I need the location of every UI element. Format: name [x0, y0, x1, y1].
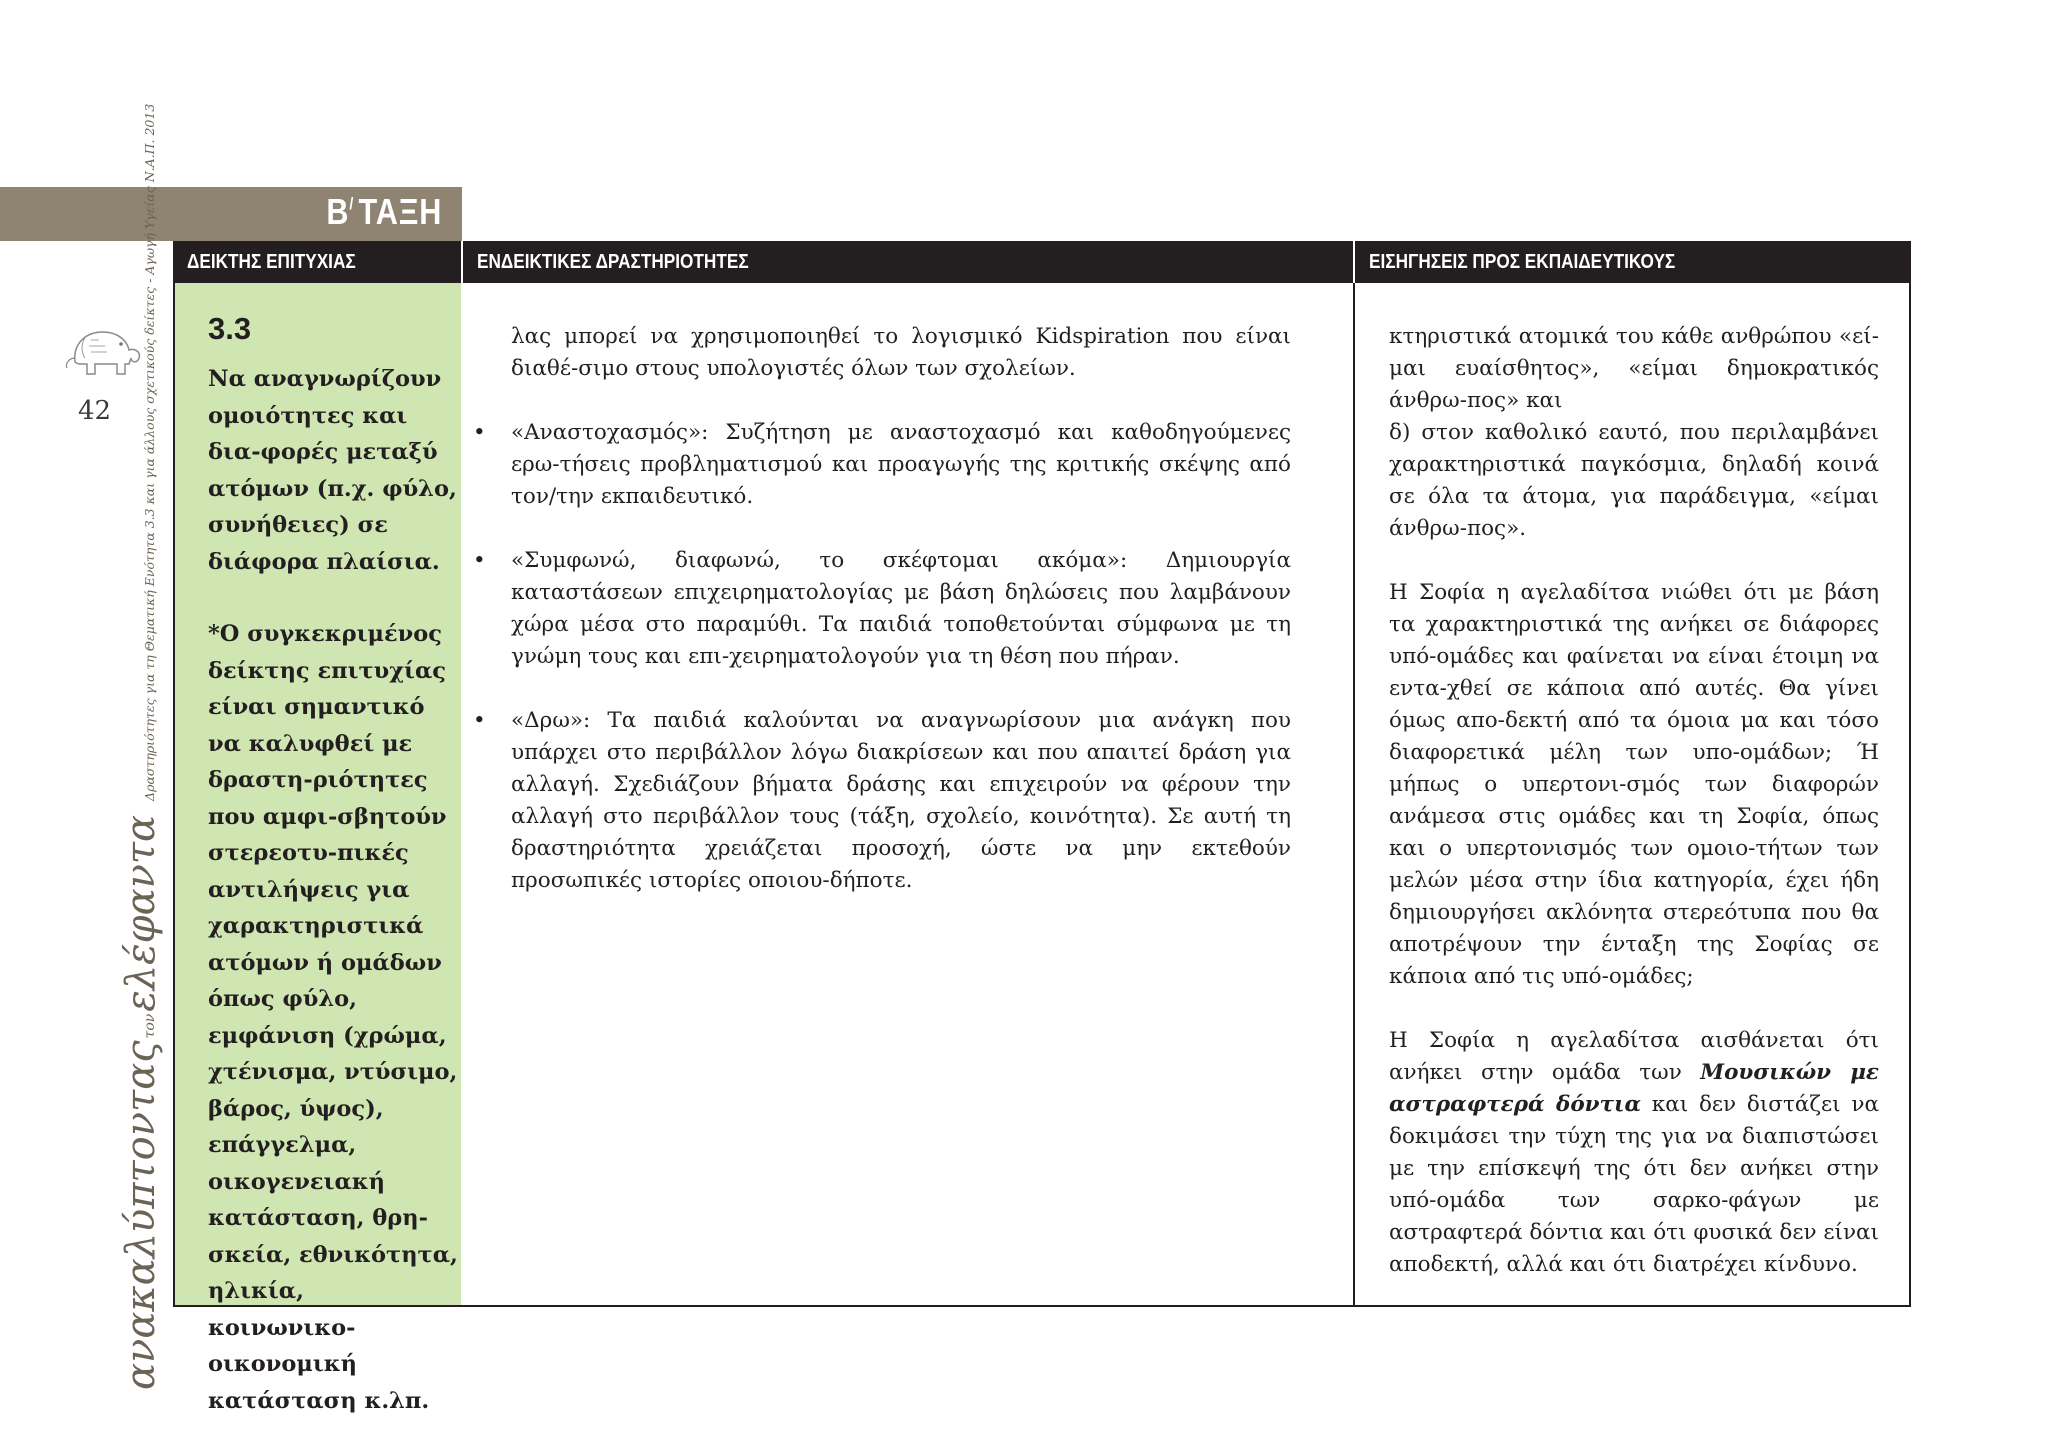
group-name: Μουσικών με αστραφτερά δόντια — [1389, 1060, 1880, 1117]
header-activities: ΕΝΔΕΙΚΤΙΚΕΣ ΔΡΑΣΤΗΡΙΟΤΗΤΕΣ — [463, 241, 1353, 283]
header-suggestions: ΕΙΣΗΓΗΣΕΙΣ ΠΡΟΣ ΕΚΠΑΙΔΕΥΤΙΚΟΥΣ — [1355, 241, 1911, 283]
indicator-number: 3.3 — [208, 311, 252, 346]
list-item: • «Αναστοχασμός»: Συζήτηση με αναστοχασμό και καθοδηγούμενες ερω-τήσεις προβληματισμού και προαγωγής της κριτικής σκέψης από τον/την εκπαιδευτικό. — [511, 417, 1291, 513]
indicator-description: Να αναγνωρίζουν ομοιότητες και δια-φορές μεταξύ ατόμων (π.χ. φύλο, συνήθειες) σε διάφορα πλαίσια. — [208, 366, 457, 575]
grade-banner — [0, 187, 462, 241]
suggestion-paragraph: κτηριστικά ατομικά του κάθε ανθρώπου «εί-μαι ευαίσθητος», «είμαι δημοκρατικός άνθρω-πος» και δ) στον καθολικό εαυτό, που περιλαμβάνει χαρακτηριστικά παγκόσμια, δηλαδή κοινά σε όλα τα άτομα, για παράδειγμα, «είμαι άνθρω-πος». — [1389, 324, 1879, 541]
grade-letter: Β — [326, 191, 350, 232]
side-branding — [118, 104, 164, 1390]
grade-label: Β/ ΤΑΞΗ — [326, 191, 442, 232]
activities-cell — [461, 283, 1355, 1307]
bullet-icon: • — [473, 548, 486, 573]
list-item: • «Δρω»: Τα παιδιά καλούνται να αναγνωρίσουν μια ανάγκη που υπάρχει στο περιβάλλον λόγω διακρίσεων και που απαιτεί δράση για αλλαγή. Σχεδιάζουν βήματα δράσης και επιχειρούν να φέρουν την αλλαγή στο περιβάλλον τους (τάξη, σχολείο, κοινότητα). Σε αυτή τη δραστηριότητα χρειάζεται προσοχή, ώστε να μην εκτεθούν προσωπικές ιστορίες οποιου-δήποτε. — [511, 705, 1291, 897]
indicator-note: *Ο συγκεκριμένος δείκτης επιτυχίας είναι σημαντικό να καλυφθεί με δραστη-ριότητες που αμφι-σβητούν στερεοτυ-πικές αντιλήψεις για χαρακτηριστικά ατόμων ή ομάδων όπως φύλο, εμφάνιση (χρώμα, χτένισμα, ντύσιμο, βάρος, ύψος), επάγγελμα, οικογενειακή κατάσταση, θρη-σκεία, εθνικότητα, ηλικία, κοινωνικο-οικονομική κατάσταση κ.λπ. — [208, 621, 458, 1414]
header-indicator: ΔΕΙΚΤΗΣ ΕΠΙΤΥΧΙΑΣ — [173, 241, 461, 283]
logo-small: τον — [142, 1013, 158, 1039]
side-logo — [118, 815, 164, 1390]
suggestion-paragraph: Η Σοφία η αγελαδίτσα νιώθει ότι με βάση τα χαρακτηριστικά της ανήκει σε διάφορες υπό-ομάδες και φαίνεται να είναι έτοιμη να εντα-χθεί σε κάποια από αυτές. Θα γίνει όμως απο-δεκτή από τα όμοια μα και τόσο διαφορετικά μέλη των υπο-ομάδων; Ή μήπως ο υπερτονι-σμός των διαφορών ανάμεσα στις ομάδες και τη Σοφία, όπως και ο υπερτονισμός των ομοιο-τήτων των μελών μέσα στην ίδια κατηγορία, έχει ήδη δημιουργήσει ακλόνητα στερεότυπα που θα αποτρέψουν την ένταξη της Σοφίας σε κάποια από τις υπό-ομάδες; — [1389, 580, 1879, 989]
bullet-icon: • — [473, 420, 486, 445]
indicator-text — [208, 361, 458, 1419]
logo-main: ανακαλύπτοντας — [118, 1040, 164, 1390]
side-credit: Δραστηριότητες για τη Θεματική Ενότητα 3.3 και για άλλους σχετικούς δείκτες - Αγωγή Υγείας Ν.Α.Π. 2013 — [142, 103, 157, 801]
list-item: • «Συμφωνώ, διαφωνώ, το σκέφτομαι ακόμα»: Δημιουργία καταστάσεων επιχειρηματολογίας με βάση δηλώσεις που λαμβάνουν χώρα μέσα στο παραμύθι. Τα παιδιά τοποθετούνται σύμφωνα με τη γνώμη τους και επι-χειρηματολογούν για τη θέση που πήραν. — [511, 545, 1291, 673]
page-number: 42 — [78, 396, 112, 426]
indicator-cell — [173, 283, 463, 1414]
suggestion-paragraph: Η Σοφία η αγελαδίτσα αισθάνεται ότι ανήκει στην ομάδα των Μουσικών με αστραφτερά δόντια και δεν διστάζει να δοκιμάσει την τύχη της για να διαπιστώσει με την επίσκεψή της ότι δεν ανήκει στην υπό-ομάδα των σαρκο-φάγων με αστραφτερά δόντια και ότι φυσικά δεν είναι αποδεκτή, αλλά και ότι διατρέχει κίνδυνο. — [1389, 1028, 1880, 1277]
activity-table — [173, 241, 1911, 1414]
logo-end: ελέφαντα — [118, 814, 164, 1012]
bullet-icon: • — [473, 708, 486, 733]
grade-text: ΤΑΞΗ — [358, 191, 442, 232]
activities-intro: λας μπορεί να χρησιμοποιηθεί το λογισμικό Kidspiration που είναι διαθέ-σιμο στους υπολογιστές όλων των σχολείων. — [511, 324, 1291, 381]
activities-list — [473, 417, 1291, 897]
suggestions-cell — [1353, 283, 1911, 1307]
